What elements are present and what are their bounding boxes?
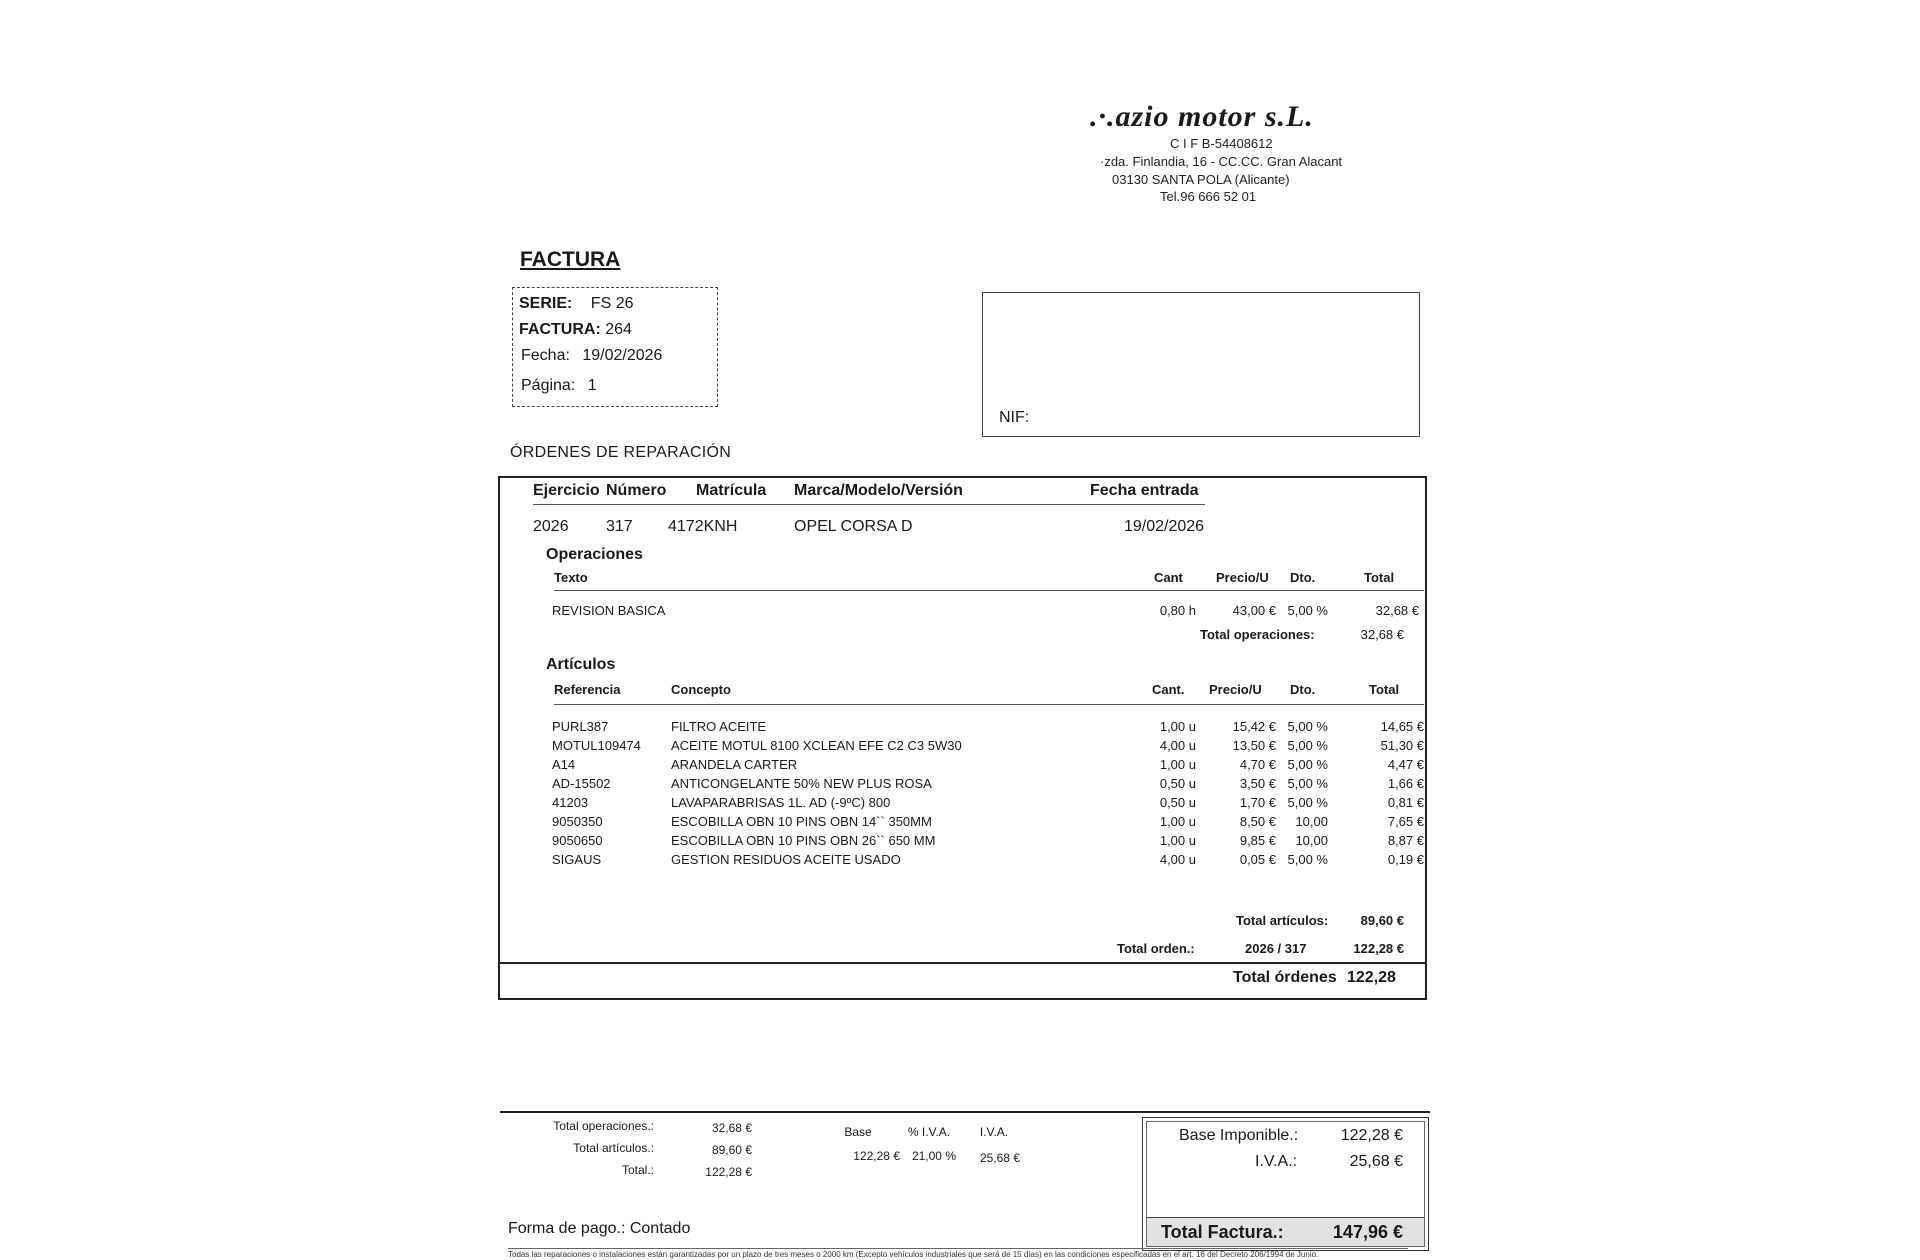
iva-header-base: Base [844,1125,872,1139]
serie-label: SERIE: [519,295,573,312]
art-cell-concepto: ACEITE MOTUL 8100 XCLEAN EFE C2 C3 5W30 [671,738,962,753]
iva-row-iva: 25,68 € [979,1151,1020,1165]
total-factura-value: 147,96 € [1332,1222,1403,1242]
company-city: 03130 SANTA POLA (Alicante) [1112,172,1290,187]
art-total-label: Total artículos: [1236,913,1329,928]
op-total-label: Total operaciones: [1200,627,1315,642]
header-numero: Número [606,482,667,499]
iva-row-pct: 21,00 % [911,1149,956,1163]
op-total-value: 32,68 € [1360,627,1404,642]
fecha-value: 19/02/2026 [582,347,663,364]
art-cell-ref: 9050350 [552,814,603,829]
op-row-precio: 43,00 € [1232,603,1276,618]
fecha-row [521,347,662,365]
order-numero: 317 [606,518,633,535]
art-cell-dto: 5,00 % [1287,776,1328,791]
art-header-divider [554,704,1424,705]
base-imponible-value: 122,28 € [1340,1127,1403,1144]
art-cell-concepto: ESCOBILLA OBN 10 PINS OBN 26`` 650 MM [671,833,936,848]
iva-value: 25,68 € [1349,1153,1403,1170]
art-cell-cant: 1,00 u [1159,814,1196,829]
sum-operaciones-value: 32,68 € [711,1121,752,1135]
art-cell-precio: 0,05 € [1239,852,1276,867]
total-ordenes-label: Total órdenes [1233,969,1337,986]
art-cell-precio: 13,50 € [1232,738,1276,753]
pagina-row [521,377,597,395]
art-header-dto: Dto. [1290,682,1316,697]
art-cell-total: 14,65 € [1380,719,1424,734]
iva-label: I.V.A.: [1255,1153,1298,1170]
header-fecha-entrada: Fecha entrada [1090,482,1199,499]
art-cell-ref: SIGAUS [552,852,602,867]
art-cell-dto: 5,00 % [1287,757,1328,772]
art-cell-total: 4,47 € [1387,757,1424,772]
forma-pago: Forma de pago.: Contado [508,1220,691,1237]
art-cell-ref: MOTUL109474 [552,738,641,753]
total-factura-label: Total Factura.: [1161,1222,1284,1242]
factura-row [519,321,632,339]
art-cell-total: 51,30 € [1380,738,1424,753]
company-phone: Tel.96 666 52 01 [1160,189,1257,204]
art-cell-concepto: FILTRO ACEITE [671,719,767,734]
iva-header-iva: I.V.A. [979,1125,1009,1139]
art-cell-total: 8,87 € [1387,833,1424,848]
sum-total-label: Total.: [621,1163,654,1177]
op-row-dto: 5,00 % [1287,603,1328,618]
company-address: ·zda. Finlandia, 16 - CC.CC. Gran Alacant [1100,154,1343,169]
art-header-referencia: Referencia [554,682,621,697]
factura-value: 264 [605,321,632,338]
pagina-value: 1 [587,377,597,394]
sum-articulos-label: Total artículos.: [573,1141,654,1155]
total-ordenes-bar [500,962,1425,998]
art-header-concepto: Concepto [671,682,731,697]
art-cell-cant: 1,00 u [1159,833,1196,848]
order-header-divider [533,504,1205,505]
art-cell-cant: 0,50 u [1159,776,1196,791]
art-cell-concepto: ESCOBILLA OBN 10 PINS OBN 14`` 350MM [671,814,932,829]
orders-box [498,476,1427,1000]
order-marca: OPEL CORSA D [794,518,913,535]
art-cell-cant: 4,00 u [1159,738,1196,753]
art-cell-ref: PURL387 [552,719,609,734]
art-header-precio: Precio/U [1209,682,1262,697]
order-fecha: 19/02/2026 [1124,518,1205,535]
invoice-info-box [512,287,718,407]
art-cell-ref: A14 [552,757,576,772]
art-cell-total: 0,81 € [1387,795,1424,810]
total-ordenes-value: 122,28 [1347,969,1396,986]
op-header-dto: Dto. [1290,570,1316,585]
art-cell-concepto: ARANDELA CARTER [671,757,798,772]
art-cell-concepto: ANTICONGELANTE 50% NEW PLUS ROSA [671,776,932,791]
op-row-texto: REVISION BASICA [552,603,666,618]
art-cell-dto: 5,00 % [1287,719,1328,734]
document-title: FACTURA [520,248,621,271]
header-ejercicio: Ejercicio [533,482,600,499]
art-cell-ref: 9050650 [552,833,603,848]
art-cell-precio: 9,85 € [1239,833,1276,848]
factura-label: FACTURA: [519,321,601,338]
art-cell-total: 1,66 € [1387,776,1424,791]
art-total-value: 89,60 € [1360,913,1404,928]
op-header-divider [554,590,1424,591]
orders-title: ÓRDENES DE REPARACIÓN [510,444,732,461]
op-row-cant: 0,80 h [1159,603,1196,618]
art-cell-precio: 1,70 € [1239,795,1276,810]
art-cell-ref: 41203 [552,795,589,810]
legal-note: Todas las reparaciones o instalaciones están garantizadas por un plazo de tres meses o 2000 km (Excepto vehículos industriales que será de 15 días) en las condiciones especificadas en el art. 16 del Decreto 206/1994 de Junio. [508,1250,1319,1259]
art-cell-concepto: LAVAPARABRISAS 1L. AD (-9ºC) 800 [671,795,891,810]
serie-value: FS 26 [590,295,634,312]
art-cell-concepto: GESTION RESIDUOS ACEITE USADO [671,852,901,867]
company-cif: C I F B-54408612 [1170,136,1273,151]
operaciones-title: Operaciones [546,546,643,563]
art-header-cant: Cant. [1152,682,1185,697]
art-cell-cant: 1,00 u [1159,719,1196,734]
total-factura-bar [1147,1217,1424,1246]
art-header-total: Total [1369,682,1400,697]
base-imponible-label: Base Imponible.: [1179,1127,1299,1144]
order-matricula: 4172KNH [668,518,738,535]
op-header-total: Total [1364,570,1395,585]
art-cell-precio: 4,70 € [1239,757,1276,772]
op-row-total: 32,68 € [1375,603,1419,618]
nif-label: NIF: [999,409,1030,426]
pagina-label: Página: [521,377,576,394]
art-cell-total: 7,65 € [1387,814,1424,829]
sum-total-value: 122,28 € [705,1165,752,1179]
total-orden-ref: 2026 / 317 [1245,941,1307,956]
art-cell-dto: 5,00 % [1287,795,1328,810]
iva-row-base: 122,28 € [853,1149,900,1163]
total-orden-value: 122,28 € [1353,941,1404,956]
art-cell-cant: 0,50 u [1159,795,1196,810]
art-cell-cant: 4,00 u [1159,852,1196,867]
art-cell-dto: 5,00 % [1287,852,1328,867]
op-header-texto: Texto [554,570,588,585]
order-ejercicio: 2026 [533,518,569,535]
art-cell-dto: 5,00 % [1287,738,1328,753]
op-header-cant: Cant [1154,570,1183,585]
legal-divider [508,1248,1408,1249]
fecha-label: Fecha: [521,347,570,364]
op-header-precio: Precio/U [1216,570,1269,585]
art-cell-ref: AD-15502 [552,776,611,791]
summary-divider [500,1111,1430,1113]
header-matricula: Matrícula [696,482,767,499]
client-box [982,292,1420,437]
sum-articulos-value: 89,60 € [711,1143,752,1157]
serie-row [519,295,633,313]
articulos-title: Artículos [546,656,616,673]
art-cell-precio: 8,50 € [1239,814,1276,829]
totals-box [1142,1117,1429,1251]
art-cell-cant: 1,00 u [1159,757,1196,772]
header-marca: Marca/Modelo/Versión [794,482,963,499]
iva-header-pct: % I.V.A. [907,1125,951,1139]
totals-inner [1146,1121,1425,1247]
art-cell-precio: 3,50 € [1239,776,1276,791]
art-cell-total: 0,19 € [1387,852,1424,867]
company-logo: .·.azio motor s.L. [1090,100,1314,133]
art-cell-precio: 15,42 € [1232,719,1276,734]
sum-operaciones-label: Total operaciones.: [553,1119,654,1133]
total-orden-label: Total orden.: [1117,941,1195,956]
art-cell-dto: 10,00 [1295,833,1328,848]
art-cell-dto: 10,00 [1295,814,1328,829]
